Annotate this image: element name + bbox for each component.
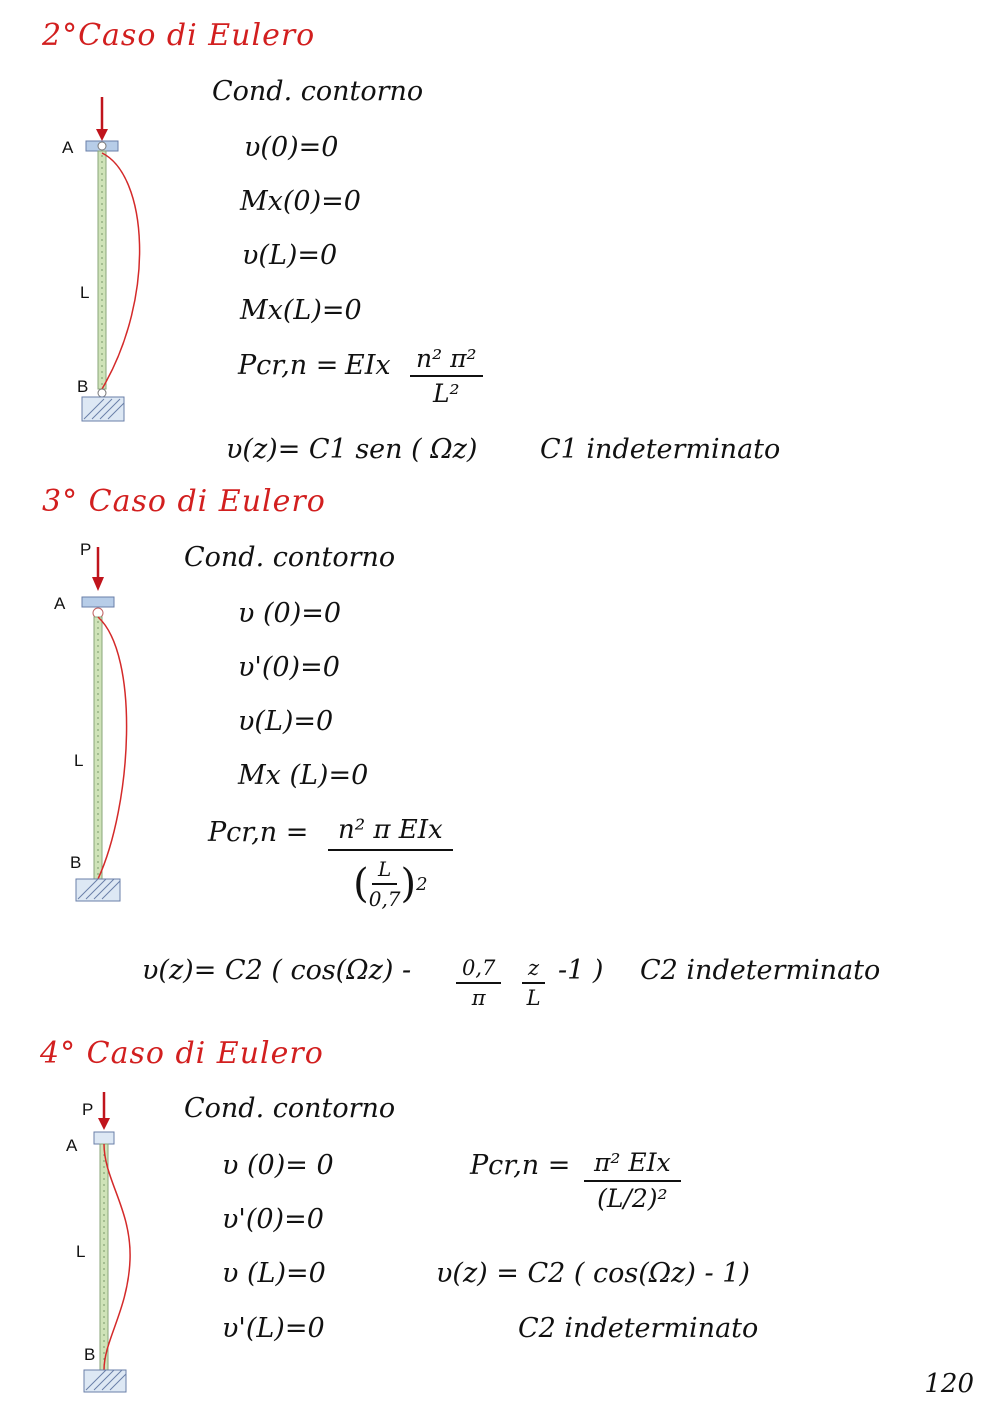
deflection-fraction-2: $\frac{z}{L}$ [522, 956, 545, 1010]
condition-2: υ'(0)=0 [238, 652, 340, 683]
critical-load-fraction [410, 344, 483, 408]
page-number: 120 [924, 1369, 974, 1399]
condition-1: υ (0)= 0 [222, 1150, 334, 1181]
deflection-fraction-1: $\frac{0,7}{\pi}$ [456, 956, 501, 1010]
critical-load-numerator: π² EIx [584, 1148, 681, 1182]
column-diagram-case-3 [70, 545, 150, 915]
deflection-equation-start: υ(z)= C2 ( cos(Ωz) - [142, 955, 412, 986]
load-arrowhead-icon [98, 1118, 110, 1130]
bc-heading: Cond. contorno [184, 1093, 396, 1124]
deformed-shape [102, 153, 140, 389]
bc-heading: Cond. contorno [212, 76, 424, 107]
condition-3: υ(L)=0 [238, 706, 334, 737]
condition-3: υ (L)=0 [222, 1258, 326, 1289]
length-label: L [74, 751, 84, 770]
critical-load-lhs: Pcr,n = [238, 350, 339, 381]
length-label: L [76, 1242, 86, 1261]
constant-note: C1 indeterminato [540, 434, 781, 465]
load-arrowhead-icon [96, 129, 108, 141]
condition-1: υ(0)=0 [244, 132, 339, 163]
critical-load-lhs: Pcr,n = [208, 817, 309, 848]
condition-1: υ (0)=0 [238, 598, 342, 629]
section-2-title: 2°Caso di Eulero [42, 18, 316, 53]
hinge-support-icon [82, 597, 114, 607]
condition-2: υ'(0)=0 [222, 1204, 324, 1235]
point-a-label: A [54, 594, 66, 613]
deflection-equation: υ(z) = C2 ( cos(Ωz) - 1) [436, 1258, 750, 1289]
bc-heading: Cond. contorno [184, 542, 396, 573]
constant-note: C2 indeterminato [640, 955, 881, 986]
condition-2: Mx(0)=0 [240, 186, 361, 217]
hinge-pin-icon [98, 142, 106, 150]
length-ratio-fraction: $\frac{L}{0,7}$ [368, 857, 401, 911]
condition-3: υ(L)=0 [242, 240, 338, 271]
critical-load-denominator: (L/2)² [597, 1184, 668, 1213]
critical-load-numerator: n² π² [410, 344, 483, 377]
constant-note: C2 indeterminato [518, 1313, 759, 1344]
critical-load-fraction [328, 815, 453, 911]
deflection-equation: υ(z)= C1 sen ( Ωz) [226, 434, 478, 465]
section-3-title: 3° Caso di Eulero [42, 484, 326, 519]
length-label: L [80, 283, 90, 302]
critical-load-factor: EIx [345, 350, 391, 381]
roller-icon [98, 389, 106, 397]
point-b-label: B [70, 853, 82, 872]
load-arrowhead-icon [92, 577, 104, 591]
point-a-label: A [66, 1136, 78, 1155]
deflection-equation-end: -1 ) [558, 955, 604, 986]
critical-load-lhs: Pcr,n = [470, 1150, 571, 1181]
point-a-label: A [62, 138, 74, 157]
condition-4: Mx(L)=0 [240, 295, 362, 326]
condition-4: υ'(L)=0 [222, 1313, 325, 1344]
ground-support-icon [76, 879, 120, 901]
load-p-label: P [82, 1100, 94, 1119]
critical-load-numerator: n² π EIx [328, 815, 453, 851]
section-4-title: 4° Caso di Eulero [40, 1036, 324, 1071]
load-p-label: P [80, 540, 92, 559]
critical-load-fraction [584, 1148, 681, 1213]
point-b-label: B [77, 377, 89, 396]
critical-load-denominator: L² [432, 379, 460, 408]
point-b-label: B [84, 1345, 96, 1364]
condition-4: Mx (L)=0 [238, 760, 369, 791]
clamp-support-icon [94, 1132, 114, 1144]
critical-load-denominator: ( $\frac{L}{0,7}$ ) 2 [353, 857, 428, 911]
